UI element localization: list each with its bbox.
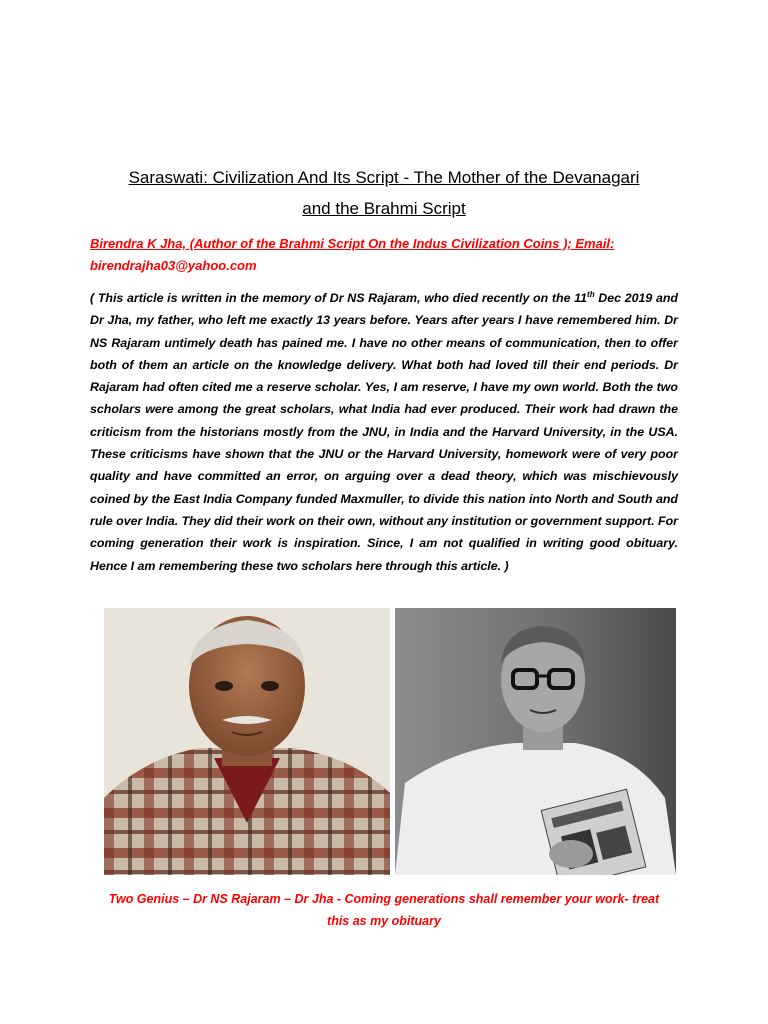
document-title xyxy=(80,162,688,224)
author-email[interactable]: birendrajha03@yahoo.com xyxy=(90,258,257,273)
intro-text-rest: Dec 2019 and Dr Jha, my father, who left me exactly 13 years before. Years after years I have remembered him. Dr NS Rajaram untimely death has pained me. I have no other means of communication, then to offer both of them an article on the knowledge delivery. What both had loved till their end periods. Dr Rajaram had often cited me a reserve scholar. Yes, I am reserve, I have my own world. Both the two scholars were among the great scholars, what India had ever produced. Their work had drawn the criticism from the historians mostly from the JNU, in India and the Harvard University, in the USA. These criticisms have shown that the JNU or the Harvard University, homework were of very poor quality and have committed an error, on arguing over a dead theory, which was mischievously coined by the East India Company funded Maxmuller, to divide this nation into North and South and rule over India. They did their work on their own, without any institution or government support. For coming generation their work is inspiration. Since, I am not qualified in writing good obituary. Hence I am remembering these two scholars here through this article. ) xyxy=(90,291,678,573)
photo-dr-jha xyxy=(395,608,676,875)
intro-text-start: ( This article is written in the memory of Dr NS Rajaram, who died recently on the 11 xyxy=(90,291,588,305)
photo-dr-ns-rajaram xyxy=(104,608,390,875)
intro-paragraph xyxy=(90,287,678,577)
author-line xyxy=(90,233,680,277)
photo-caption xyxy=(90,888,678,932)
portrait-bw-image xyxy=(395,608,676,875)
ordinal-suffix: th xyxy=(587,289,595,299)
title-line-2: and the Brahmi Script xyxy=(302,199,466,218)
portrait-color-image xyxy=(104,608,390,875)
author-name: Birendra K Jha, (Author of the Brahmi Script On the Indus Civilization Coins ); Email: xyxy=(90,236,615,251)
caption-line-1: Two Genius – Dr NS Rajaram – Dr Jha - Coming generations shall remember your work- treat xyxy=(108,892,660,906)
caption-line-2: this as my obituary xyxy=(327,914,441,928)
title-line-1: Saraswati: Civilization And Its Script - The Mother of the Devanagari xyxy=(128,168,640,187)
